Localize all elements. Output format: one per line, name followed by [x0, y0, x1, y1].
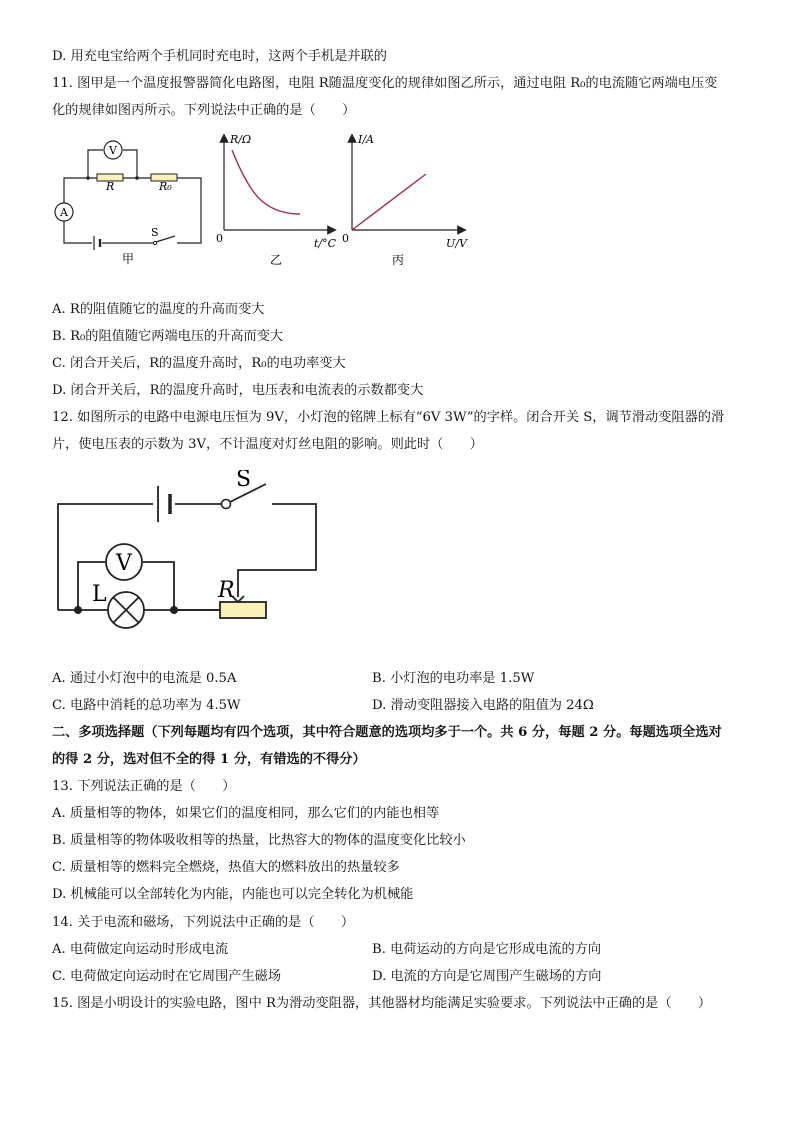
q11-figure-bing: [338, 130, 472, 272]
yi-ylabel: R/Ω: [230, 133, 252, 146]
figure-caption-yi: 乙: [269, 253, 283, 267]
q11-stem-line2: 化的规律如图丙所示。下列说法中正确的是（ ）: [52, 103, 356, 118]
q13-option-d: D. 机械能可以全部转化为内能，内能也可以完全转化为机械能: [52, 887, 414, 902]
section2-title-line2: 的得 2 分，选对但不全的得 1 分，有错选的不得分）: [52, 752, 366, 767]
q12-stem-line2: 片，使电压表的示数为 3V，不计温度对灯丝电阻的影响。则此时（ ）: [52, 437, 483, 452]
bing-xlabel: U/V: [446, 237, 467, 250]
q11-figure-jia: [48, 132, 208, 272]
q10-option-d: D. 用充电宝给两个手机同时充电时，这两个手机是并联的: [52, 49, 387, 64]
q14-option-c: C. 电荷做定向运动时在它周围产生磁场: [52, 969, 282, 984]
q11-option-b: B. R₀的阻值随它两端电压的升高而变大: [52, 329, 284, 344]
q12-circuit-figure: [50, 470, 330, 640]
q11-option-a: A. R的阻值随它的温度的升高而变大: [52, 302, 265, 317]
resistor-r-label: R: [106, 180, 115, 193]
q13-option-a: A. 质量相等的物体，如果它们的温度相同，那么它们的内能也相等: [52, 806, 440, 821]
voltmeter-label: V: [109, 144, 117, 157]
bing-origin: 0: [342, 232, 349, 245]
q15-stem: 15. 图是小明设计的实验电路，图中 R为滑动变阻器，其他器材均能满足实验要求。下列说法中正确的是（ ）: [52, 996, 712, 1011]
switch-label: S: [151, 226, 159, 239]
ammeter-label: A: [60, 206, 68, 219]
section2-title-line1: 二、多项选择题（下列每题均有四个选项，其中符合题意的选项均多于一个。共 6 分，每题 2 分。每题选项全选对: [52, 725, 722, 740]
yi-xlabel: t/°C: [314, 237, 337, 250]
q12-voltmeter-label: V: [116, 551, 132, 576]
q12-option-a: A. 通过小灯泡中的电流是 0.5A: [52, 671, 237, 686]
q12-switch-label: S: [236, 470, 252, 492]
yi-origin: 0: [216, 232, 223, 245]
q11-option-c: C. 闭合开关后，R的温度升高时，R₀的电功率变大: [52, 356, 346, 371]
r-vs-t-curve: [232, 150, 300, 214]
q14-option-d: D. 电流的方向是它周围产生磁场的方向: [372, 969, 602, 984]
figure-caption-bing: 丙: [391, 253, 405, 267]
q14-stem: 14. 关于电流和磁场，下列说法中正确的是（ ）: [52, 915, 355, 930]
q11-stem-line1: 11. 图甲是一个温度报警器简化电路图，电阻 R随温度变化的规律如图乙所示，通过电阻 R₀的电流随它两端电压变: [52, 76, 718, 91]
q13-option-c: C. 质量相等的燃料完全燃烧，热值大的燃料放出的热量较多: [52, 860, 400, 875]
q14-option-a: A. 电荷做定向运动时形成电流: [52, 942, 229, 957]
q12-lamp-label: L: [92, 582, 107, 607]
q12-option-b: B. 小灯泡的电功率是 1.5W: [372, 671, 535, 686]
q12-rheostat-label: R: [218, 578, 235, 603]
q13-option-b: B. 质量相等的物体吸收相等的热量，比热容大的物体的温度变化比较小: [52, 833, 466, 848]
q13-stem: 13. 下列说法正确的是（ ）: [52, 779, 236, 794]
resistor-r0-label: R₀: [159, 180, 172, 193]
q12-option-d: D. 滑动变阻器接入电路的阻值为 24Ω: [372, 698, 594, 713]
q11-option-d: D. 闭合开关后，R的温度升高时，电压表和电流表的示数都变大: [52, 383, 424, 398]
q14-option-b: B. 电荷运动的方向是它形成电流的方向: [372, 942, 602, 957]
q11-figure-yi: [208, 130, 342, 272]
q12-option-c: C. 电路中消耗的总功率为 4.5W: [52, 698, 241, 713]
bing-ylabel: I/A: [358, 133, 374, 146]
i-vs-u-line: [352, 174, 426, 230]
figure-caption-jia: 甲: [121, 252, 135, 266]
q12-stem-line1: 12. 如图所示的电路中电源电压恒为 9V，小灯泡的铭牌上标有“6V 3W”的字样。闭合开关 S，调节滑动变阻器的滑: [52, 410, 725, 425]
